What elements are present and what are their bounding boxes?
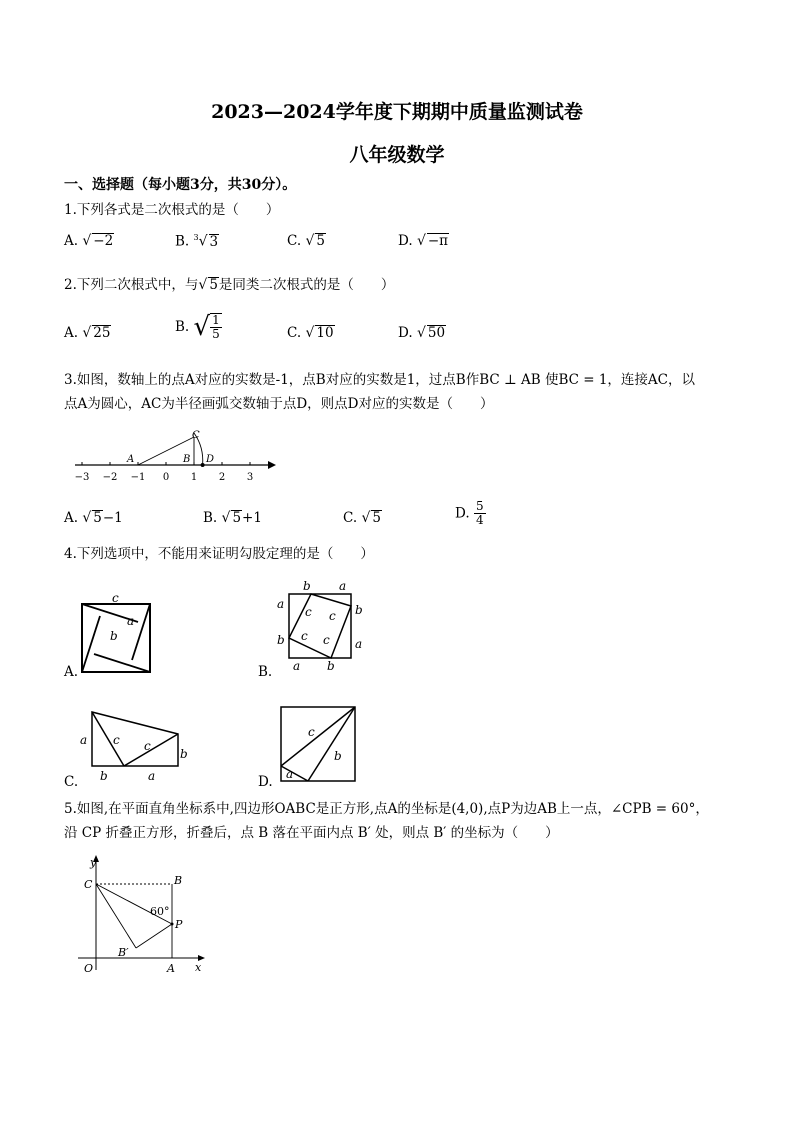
option-label: A. (64, 510, 79, 526)
q4-figure-a (80, 590, 155, 675)
page-subtitle: 八年级数学 (349, 144, 445, 166)
option-label: B. (203, 510, 218, 526)
q4-stem: 4.下列选项中，不能用来证明勾股定理的是（ ） (64, 546, 374, 562)
label-c: c (305, 605, 312, 619)
option-label: A. (64, 325, 79, 341)
segment-cbp (96, 884, 136, 948)
q2-option-c: C. √ 10 (287, 325, 334, 341)
angle-label: 60° (150, 905, 170, 918)
label-a: A (127, 454, 135, 465)
q3-option-d (455, 500, 486, 527)
radicand: −π (427, 233, 449, 249)
q4-option-c-label: C. (64, 774, 79, 790)
point-d (201, 463, 205, 467)
numerator: 5 (475, 499, 484, 513)
q2-option-d: D. √ 50 (398, 325, 446, 341)
radicand: 10 (316, 325, 334, 341)
label-x: x (195, 961, 202, 974)
q2-option-a: A. √ 25 (64, 325, 111, 341)
q3-option-c: C. √ 5 (343, 510, 381, 526)
label-c: c (329, 609, 336, 623)
label-a: A (167, 962, 175, 975)
radicand: 3 (209, 233, 219, 250)
tick-label: −3 (74, 472, 90, 483)
q4-figure-d (278, 704, 360, 784)
option-label: B. (175, 319, 190, 335)
radicand: 5 (232, 510, 242, 526)
segment-bpp (136, 924, 172, 948)
q4-figure-c (80, 706, 195, 784)
label-o: O (84, 962, 94, 975)
q2-stem: 2.下列二次根式中，与√ 5是同类二次根式的是（ ） (64, 277, 395, 293)
radicand: 25 (93, 325, 111, 341)
label-b: b (334, 749, 342, 763)
label-b: b (277, 633, 285, 647)
q4-figure-b (275, 578, 367, 674)
option-label: A. (64, 233, 79, 249)
label-b: b (355, 603, 363, 617)
option-label: C. (343, 510, 358, 526)
option-label: C. (287, 233, 302, 249)
option-label: D. (398, 233, 413, 249)
tick-label: 3 (246, 472, 254, 483)
label-b: b (303, 579, 311, 593)
q5-line2: 沿 CP 折叠正方形，折叠后，点 B 落在平面内点 B′ 处，则点 B′ 的坐标为（ ） (64, 825, 559, 841)
option-suffix: −1 (102, 510, 123, 526)
radicand: 50 (427, 325, 446, 341)
label-a: a (355, 637, 363, 651)
label-a: a (277, 597, 285, 611)
segment-cp (96, 884, 172, 924)
q4-option-a-label: A. (64, 664, 79, 680)
fraction (210, 313, 222, 341)
tick-label: 2 (218, 472, 226, 483)
tick-label: −1 (130, 472, 146, 483)
q3-line1: 3.如图，数轴上的点A对应的实数是-1，点B对应的实数是1，过点B作BC ⊥ AB 使BC = 1，连接AC，以 (64, 372, 696, 388)
label-c: c (323, 633, 330, 647)
label-y: y (90, 856, 97, 869)
label-b: b (327, 659, 335, 673)
option-label: B. (175, 233, 190, 250)
q3-option-a: A. √ 5−1 (64, 510, 123, 526)
page-title: 2023—2024学年度下期期中质量监测试卷 (211, 101, 583, 123)
denominator: 4 (475, 513, 484, 527)
numerator: 1 (212, 313, 220, 327)
label-b: B (174, 874, 183, 887)
section-heading: 一、选择题（每小题3分，共30分）。 (64, 177, 297, 193)
q3-line2: 点A为圆心，AC为半径画弧交数轴于点D，则点D对应的实数是（ ） (64, 396, 494, 412)
q4-option-d-label: D. (258, 774, 273, 790)
q4-option-b-label: B. (258, 664, 273, 680)
q3-option-b: B. √ 5+1 (203, 510, 262, 526)
q2-stem-post: 是同类二次根式的是（ ） (218, 277, 395, 293)
tick-label: −2 (102, 472, 118, 483)
label-b: B (183, 454, 191, 465)
q1-stem: 1.下列各式是二次根式的是（ ） (64, 202, 280, 218)
label-c: c (308, 725, 315, 739)
q1-option-a: A. √ −2 (64, 233, 114, 249)
label-b: b (180, 747, 188, 761)
axis-arrow (268, 461, 276, 469)
denominator: 5 (212, 327, 220, 341)
label-b-prime: B′ (118, 946, 129, 959)
label-c: c (113, 733, 120, 747)
label-c: C (84, 878, 93, 891)
label-c: c (301, 629, 308, 643)
q1-option-d: D. √ −π (398, 233, 449, 249)
option-suffix: +1 (242, 510, 262, 526)
radicand: 5 (372, 510, 381, 526)
q5-line1: 5.如图,在平面直角坐标系中,四边形OABC是正方形,点A的坐标是(4,0),点P为边AB上一点，∠CPB = 60°， (64, 801, 709, 817)
radicand: 5 (316, 233, 325, 249)
radicand: −2 (93, 233, 114, 249)
radicand: 5 (93, 510, 102, 526)
root-index: 3 (193, 233, 199, 242)
label-b: b (110, 629, 118, 643)
q2-option-b: B. √ $\frac{1}{5}$ (175, 312, 220, 342)
label-b: b (100, 769, 108, 783)
q1-option-c: C. √ 5 (287, 233, 325, 249)
q2-stem-pre: 2.下列二次根式中，与 (64, 277, 199, 293)
number-line-figure (70, 425, 280, 487)
label-p: P (175, 918, 183, 931)
coordinate-figure (74, 852, 214, 976)
label-c: c (112, 591, 119, 605)
point-p (171, 923, 174, 926)
label-a: a (80, 733, 88, 747)
label-a: a (339, 579, 347, 593)
label-a: a (286, 767, 294, 781)
label-a: a (127, 614, 135, 628)
q1-option-b: B. $^3$√ 3 (175, 233, 219, 250)
label-a: a (293, 659, 301, 673)
fraction (474, 500, 486, 527)
option-label: D. (455, 505, 470, 522)
label-c: C (192, 430, 200, 441)
option-label: C. (287, 325, 302, 341)
label-c: c (144, 739, 151, 753)
radicand: 5 (209, 277, 218, 293)
tick-label: 0 (162, 472, 170, 483)
label-d: D (206, 454, 215, 465)
tick-label: 1 (190, 472, 198, 483)
label-a: a (148, 769, 156, 783)
option-label: D. (398, 325, 413, 341)
